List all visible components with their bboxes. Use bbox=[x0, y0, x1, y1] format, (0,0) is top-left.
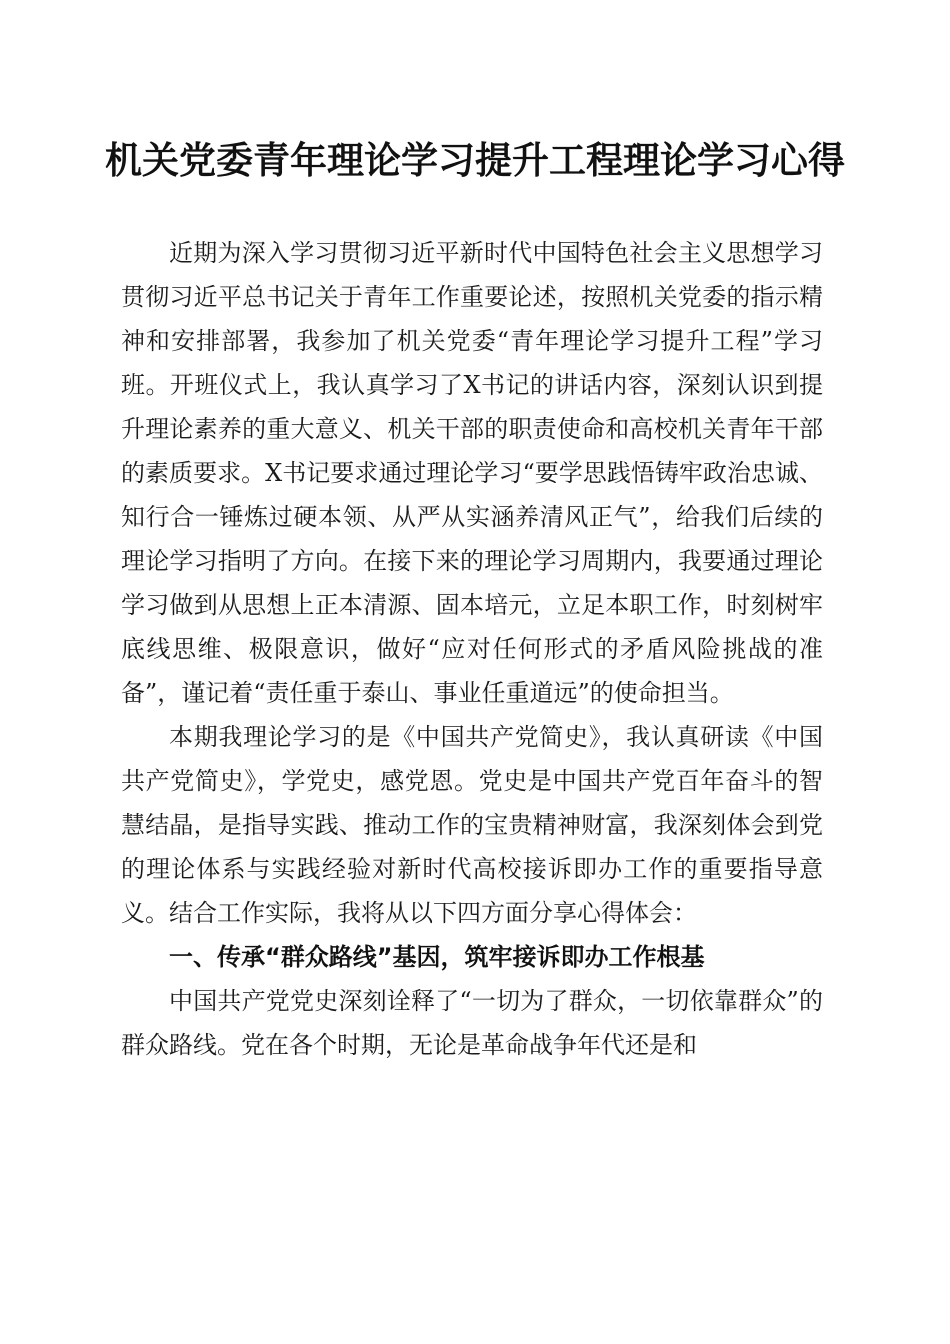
paragraph-intro: 近期为深入学习贯彻习近平新时代中国特色社会主义思想学习贯彻习近平总书记关于青年工作重要论述，按照机关党委的指示精神和安排部署，我参加了机关党委“青年理论学习提升工程”学习班。开班仪式上，我认真学习了X书记的讲话内容，深刻认识到提升理论素养的重大意义、机关干部的职责使命和高校机关青年干部的素质要求。X书记要求通过理论学习“要学思践悟铸牢政治忠诚、知行合一锤炼过硬本领、从严从实涵养清风正气”，给我们后续的理论学习指明了方向。在接下来的理论学习周期内，我要通过理论学习做到从思想上正本清源、固本培元，立足本职工作，时刻树牢底线思维、极限意识，做好“应对任何形式的矛盾风险挑战的准备”，谨记着“责任重于泰山、事业任重道远”的使命担当。 bbox=[121, 239, 823, 707]
paragraph-section-1: 中国共产党党史深刻诠释了“一切为了群众，一切依靠群众”的群众路线。党在各个时期，无论是革命战争年代还是和 bbox=[121, 987, 823, 1059]
section-heading-1: 一、传承“群众路线”基因，筑牢接诉即办工作根基 bbox=[169, 943, 705, 971]
document-body bbox=[121, 231, 823, 1067]
document-title: 机关党委青年理论学习提升工程理论学习心得 bbox=[105, 138, 845, 182]
paragraph-study: 本期我理论学习的是《中国共产党简史》，我认真研读《中国共产党简史》，学党史，感党恩。党史是中国共产党百年奋斗的智慧结晶，是指导实践、推动工作的宝贵精神财富，我深刻体会到党的理论体系与实践经验对新时代高校接诉即办工作的重要指导意义。结合工作实际，我将从以下四方面分享心得体会： bbox=[121, 723, 823, 927]
